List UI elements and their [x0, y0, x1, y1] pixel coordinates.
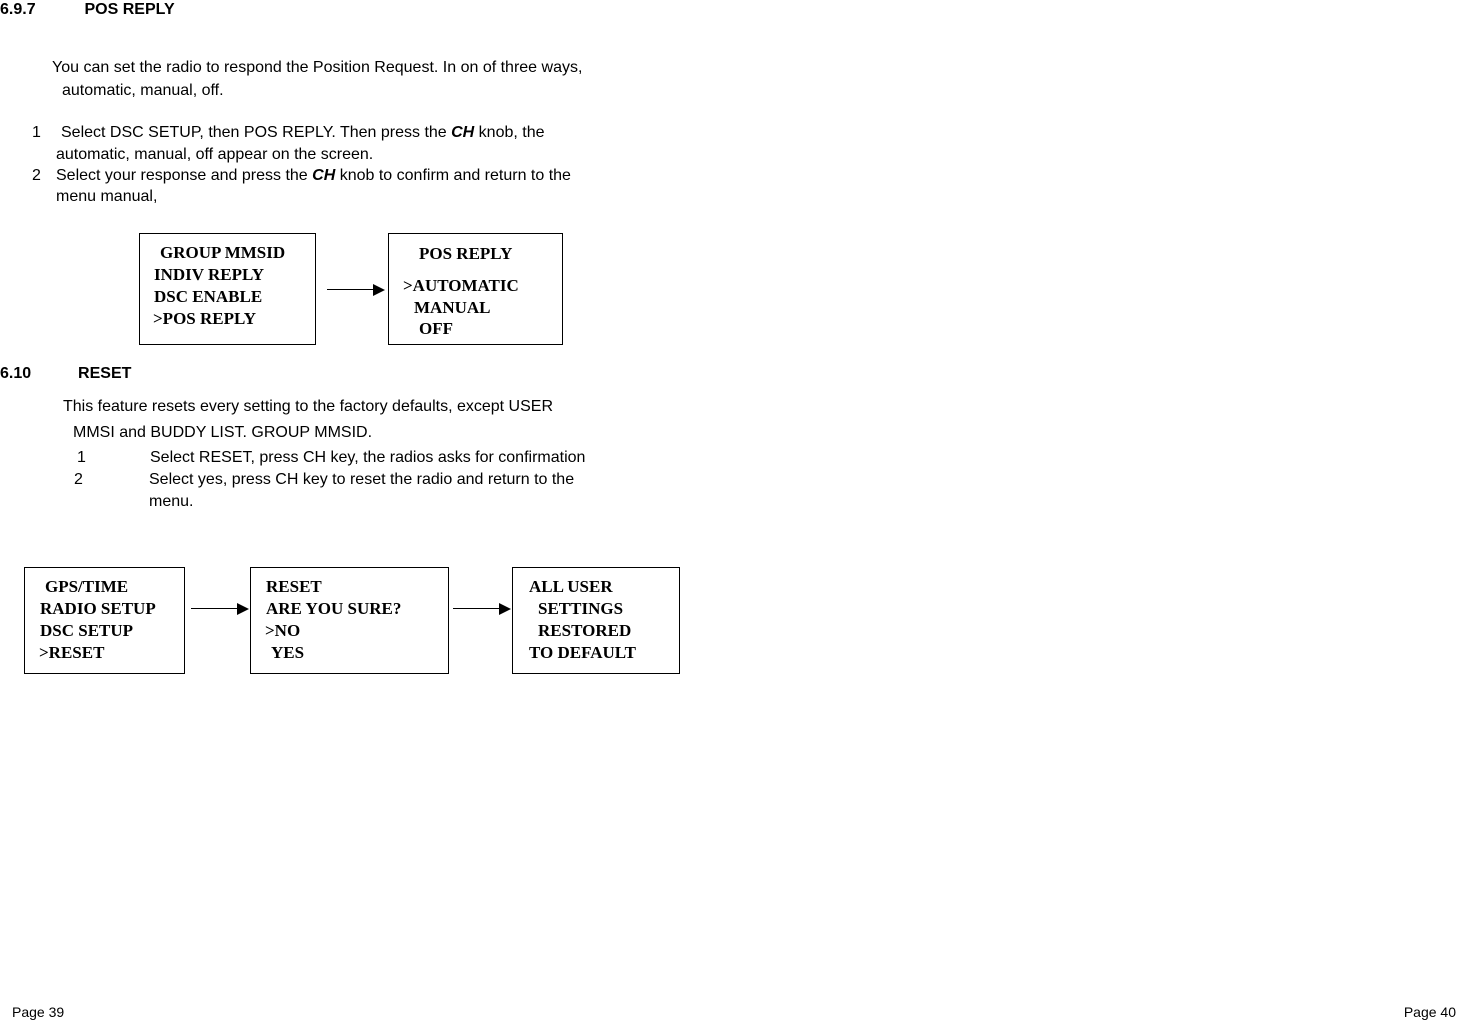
message-line: TO DEFAULT [529, 643, 636, 662]
menu-line: GPS/TIME [45, 577, 129, 596]
reset-intro-line1: This feature resets every setting to the factory defaults, except USER [63, 398, 554, 415]
option: YES [271, 643, 305, 662]
option-selected: >NO [265, 621, 301, 640]
pos-reply-step2-line1 [56, 166, 571, 186]
lcd-screen-reset-done [512, 567, 680, 674]
reset-step1-text: Select RESET, press CH key, the radios asks for confirmation [150, 449, 586, 466]
confirm-question: ARE YOU SURE? [266, 599, 402, 618]
step1-text-b: knob, the [474, 124, 545, 141]
message-line: RESTORED [538, 621, 632, 640]
menu-line: OFF [419, 319, 453, 338]
reset-step2-line2: menu. [149, 493, 194, 510]
message-line: SETTINGS [538, 599, 624, 618]
menu-line: RADIO SETUP [40, 599, 156, 618]
page-number-left: Page 39 [12, 1004, 65, 1020]
lcd-screen-main-menu [24, 567, 185, 674]
reset-step2-number: 2 [74, 471, 83, 488]
right-arrow-icon [191, 602, 249, 616]
menu-line: MANUAL [414, 298, 491, 317]
reset-step1-number: 1 [77, 449, 86, 466]
pos-reply-step1-number: 1 [32, 124, 41, 141]
lcd-screen-reset-confirm [250, 567, 449, 674]
pos-reply-step1-line1 [61, 123, 545, 143]
pos-reply-step2-line2: menu manual, [56, 188, 158, 205]
menu-line: GROUP MMSID [160, 243, 286, 262]
message-line: ALL USER [529, 577, 613, 596]
step1-text-a: Select DSC SETUP, then POS REPLY. Then press the [61, 124, 452, 141]
page-number-right: Page 40 [1403, 1004, 1456, 1020]
step2-text-b: knob to confirm and return to the [335, 167, 571, 184]
reset-step2-text: Select yes, press CH key to reset the radio and return to the [149, 471, 575, 488]
right-arrow-icon [453, 602, 511, 616]
menu-line: DSC ENABLE [154, 287, 263, 306]
menu-line: INDIV REPLY [154, 265, 265, 284]
reset-intro-line2: MMSI and BUDDY LIST. GROUP MMSID. [73, 424, 373, 441]
section-heading-pos-reply [0, 0, 175, 20]
section-number: 6.10 [0, 365, 32, 382]
step2-text-a: Select your response and press the [56, 167, 313, 184]
section-title: POS REPLY [84, 1, 175, 18]
ch-key-label: CH [312, 167, 336, 184]
screen-title: POS REPLY [419, 244, 513, 263]
pos-reply-intro-line1: You can set the radio to respond the Position Request. In on of three ways, [52, 59, 583, 76]
ch-key-label: CH [451, 124, 475, 141]
right-arrow-icon [327, 283, 385, 297]
pos-reply-step2-number: 2 [32, 167, 41, 184]
lcd-screen-dsc-menu [139, 233, 316, 345]
section-number: 6.9.7 [0, 1, 36, 18]
pos-reply-step1-line2: automatic, manual, off appear on the screen. [56, 146, 374, 163]
section-title: RESET [78, 365, 132, 382]
lcd-screen-pos-reply [388, 233, 563, 345]
menu-line: DSC SETUP [40, 621, 134, 640]
menu-line-selected: >POS REPLY [153, 309, 257, 328]
menu-line-selected: >AUTOMATIC [403, 276, 519, 295]
pos-reply-intro-line2: automatic, manual, off. [62, 82, 224, 99]
section-heading-reset [0, 364, 131, 384]
screen-title: RESET [266, 577, 322, 596]
menu-line-selected: >RESET [39, 643, 105, 662]
